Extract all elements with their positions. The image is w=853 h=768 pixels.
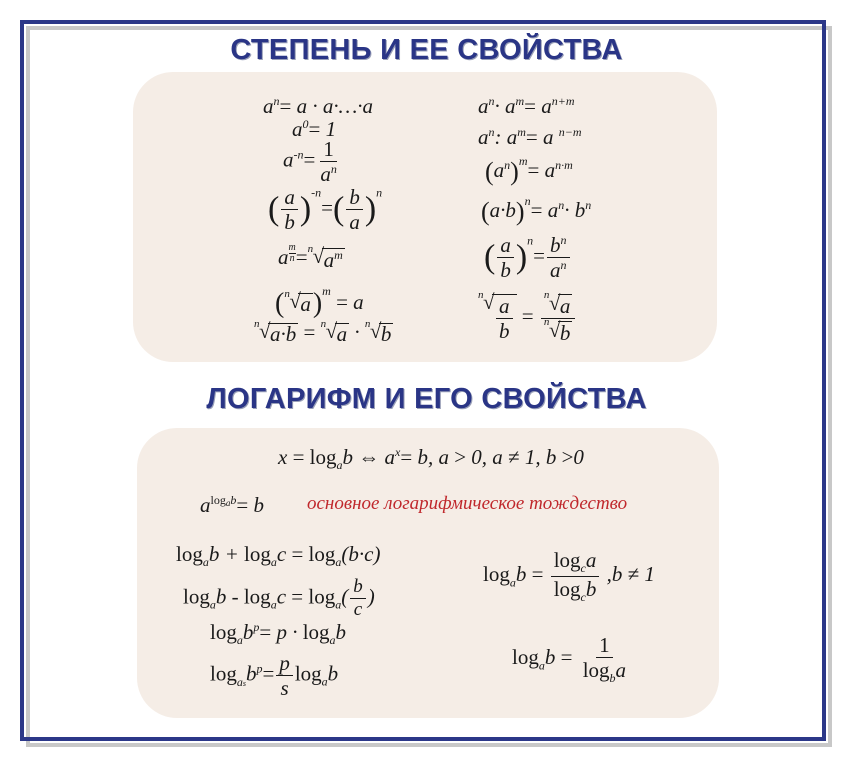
formula-power-quotient: $a^n$: $a^m= a$ $^{n-m}$ (478, 125, 582, 149)
formula-log-definition: $x = \log_ab$ ⇔ $a^x= b$, a > 0, a ≠ 1, b >0 (278, 445, 584, 473)
formula-power-product: $a^n\cdot a^m= a^{n+m}$ (478, 94, 575, 118)
formula-power-of-power: $(a^n)^m= a^{n\cdot m}$ (485, 154, 573, 187)
formula-root-product: n √ a·b = n √ a · n √ b (254, 318, 392, 347)
section1-title: СТЕПЕНЬ И ЕЕ СВОЙСТВА (230, 34, 623, 66)
log-identity-note: основное логарифмическое тождество (307, 493, 628, 514)
formula-frac-negative: ( $\frac{a}{b}$ )$^{-n}$=( $\frac{b}{a}$ )$^n$ (268, 185, 383, 235)
formula-power-negative: $a^{-n}=$ $\frac{1}{a^n}$ (283, 137, 337, 187)
powers-panel (133, 72, 717, 362)
formula-log-change-base: $\log_ab$ = $\frac{\log_ca}{\log_cb}$ ,b ≠ 1 (483, 548, 655, 604)
formula-log-power: $\log_ab^p= p \cdot \log_ab$ (210, 620, 347, 648)
formula-fractional-power: a $^{\frac{m}{n}}$ = n √ $a^m$ (278, 242, 343, 272)
formula-root-quotient: n √ $\frac{a}{b}$ = n √ a n √ b (478, 292, 577, 344)
formula-log-sum: $\log_ab + \log_ac = \log_a(b\cdot c)$ (176, 542, 381, 570)
formula-log-reciprocal: $\log_ab$ = $\frac{1}{\log_ba}$ (512, 633, 627, 686)
formula-power-zero: $a^0= 1$ (292, 117, 337, 141)
formula-log-identity: $a^{logab}= b$ (200, 493, 264, 517)
formula-log-power-base: $\log_{as}b^p=$ $\frac{p}{s}$ $\log_ab$ (210, 651, 339, 701)
formula-power-def: $a^n= a$ · a·…·a (263, 94, 374, 118)
section2-title: ЛОГАРИФМ И ЕГО СВОЙСТВА (206, 383, 647, 415)
formula-quotient-power: ( $\frac{a}{b}$ )$^n$= $\frac{b^n}{a^n}$ (484, 234, 572, 281)
formula-log-difference: $\log_ab - \log_ac = \log_a$( $\frac{b}{c}$ ) (183, 576, 375, 620)
formula-root-power: ( n √ a)$^m$ = a (275, 284, 364, 320)
formula-product-power: $(a\cdot b)^n= a^n\cdot b^n$ (481, 194, 592, 227)
